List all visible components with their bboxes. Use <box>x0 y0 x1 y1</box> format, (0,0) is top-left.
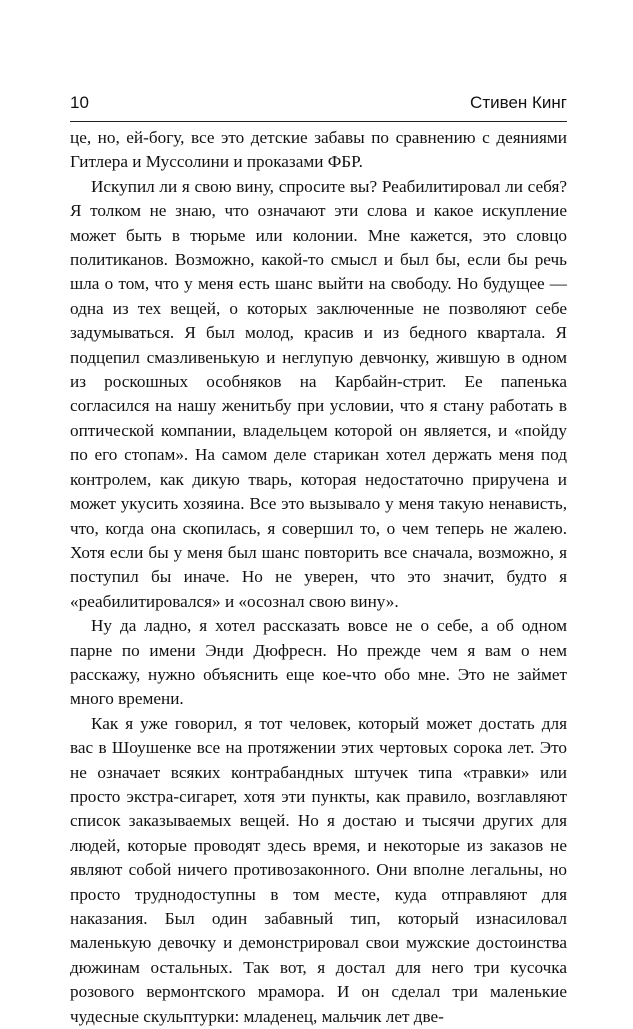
page-number: 10 <box>70 93 89 112</box>
paragraph-2: Искупил ли я свою вину, спросите вы? Реабилитировал ли себя? Я толком не знаю, что означают эти слова и какое искупление может быть в тюрьме или колонии. Мне кажется, это словцо политиканов. Возможно, какой-то смысл и был бы, если бы речь шла о том, что у меня есть шанс выйти на свободу. Но будущее — одна из тех вещей, о которых заключенные не позволяют себе задумываться. Я был молод, красив и из бедного квартала. Я подцепил смазливенькую и неглупую девчонку, жившую в одном из роскошных особняков на Карбайн-стрит. Ее папенька согласился на нашу женитьбу при условии, что я стану работать в оптической компании, владельцем которой он является, и «пойду по его стопам». На самом деле старикан хотел держать меня под контролем, как дикую тварь, которая недостаточно приручена и может укусить хозяина. Все это вызывало у меня такую ненависть, что, когда она скопилась, я совершил то, о чем теперь не жалею. Хотя если бы у меня был шанс повторить все сначала, возможно, я поступил бы иначе. Но не уверен, что это значит, будто я «реабилитировался» и «осознал свою вину». <box>70 176 567 611</box>
header-rule <box>70 121 567 122</box>
body-text <box>70 126 567 1029</box>
paragraph-1: це, но, ей-богу, все это детские забавы по сравнению с деяниями Гитлера и Муссолини и проказами ФБР. <box>70 128 567 172</box>
paragraph-3: Ну да ладно, я хотел рассказать вовсе не о себе, а об одном парне по имени Энди Дюфресн. Но прежде чем я вам о нем расскажу, нужно объяснить еще кое-что обо мне. Это не займет много времени. <box>70 616 567 709</box>
page-header <box>70 93 567 117</box>
paragraph-4: Как я уже говорил, я тот человек, который может достать для вас в Шоушенке все на протяжении этих чертовых сорока лет. Это не означает всяких контрабандных штучек типа «травки» или просто экстра-сигарет, хотя эти пункты, как правило, возглавляют список заказываемых вещей. Но я достаю и тысячи других для людей, которые проводят здесь время, и некоторые из заказов не являют собой ничего противозаконного. Они вполне легальны, но просто труднодоступны в том месте, куда отправляют для наказания. Был один забавный тип, который изнасиловал маленькую девочку и демонстрировал свои мужские достоинства дюжинам остальных. Так вот, я достал для него три кусочка розового вермонтского мрамора. И он сделал три маленькие чудесные скульптурки: младенец, мальчик лет две- <box>70 713 567 1026</box>
running-title: Стивен Кинг <box>470 93 567 112</box>
